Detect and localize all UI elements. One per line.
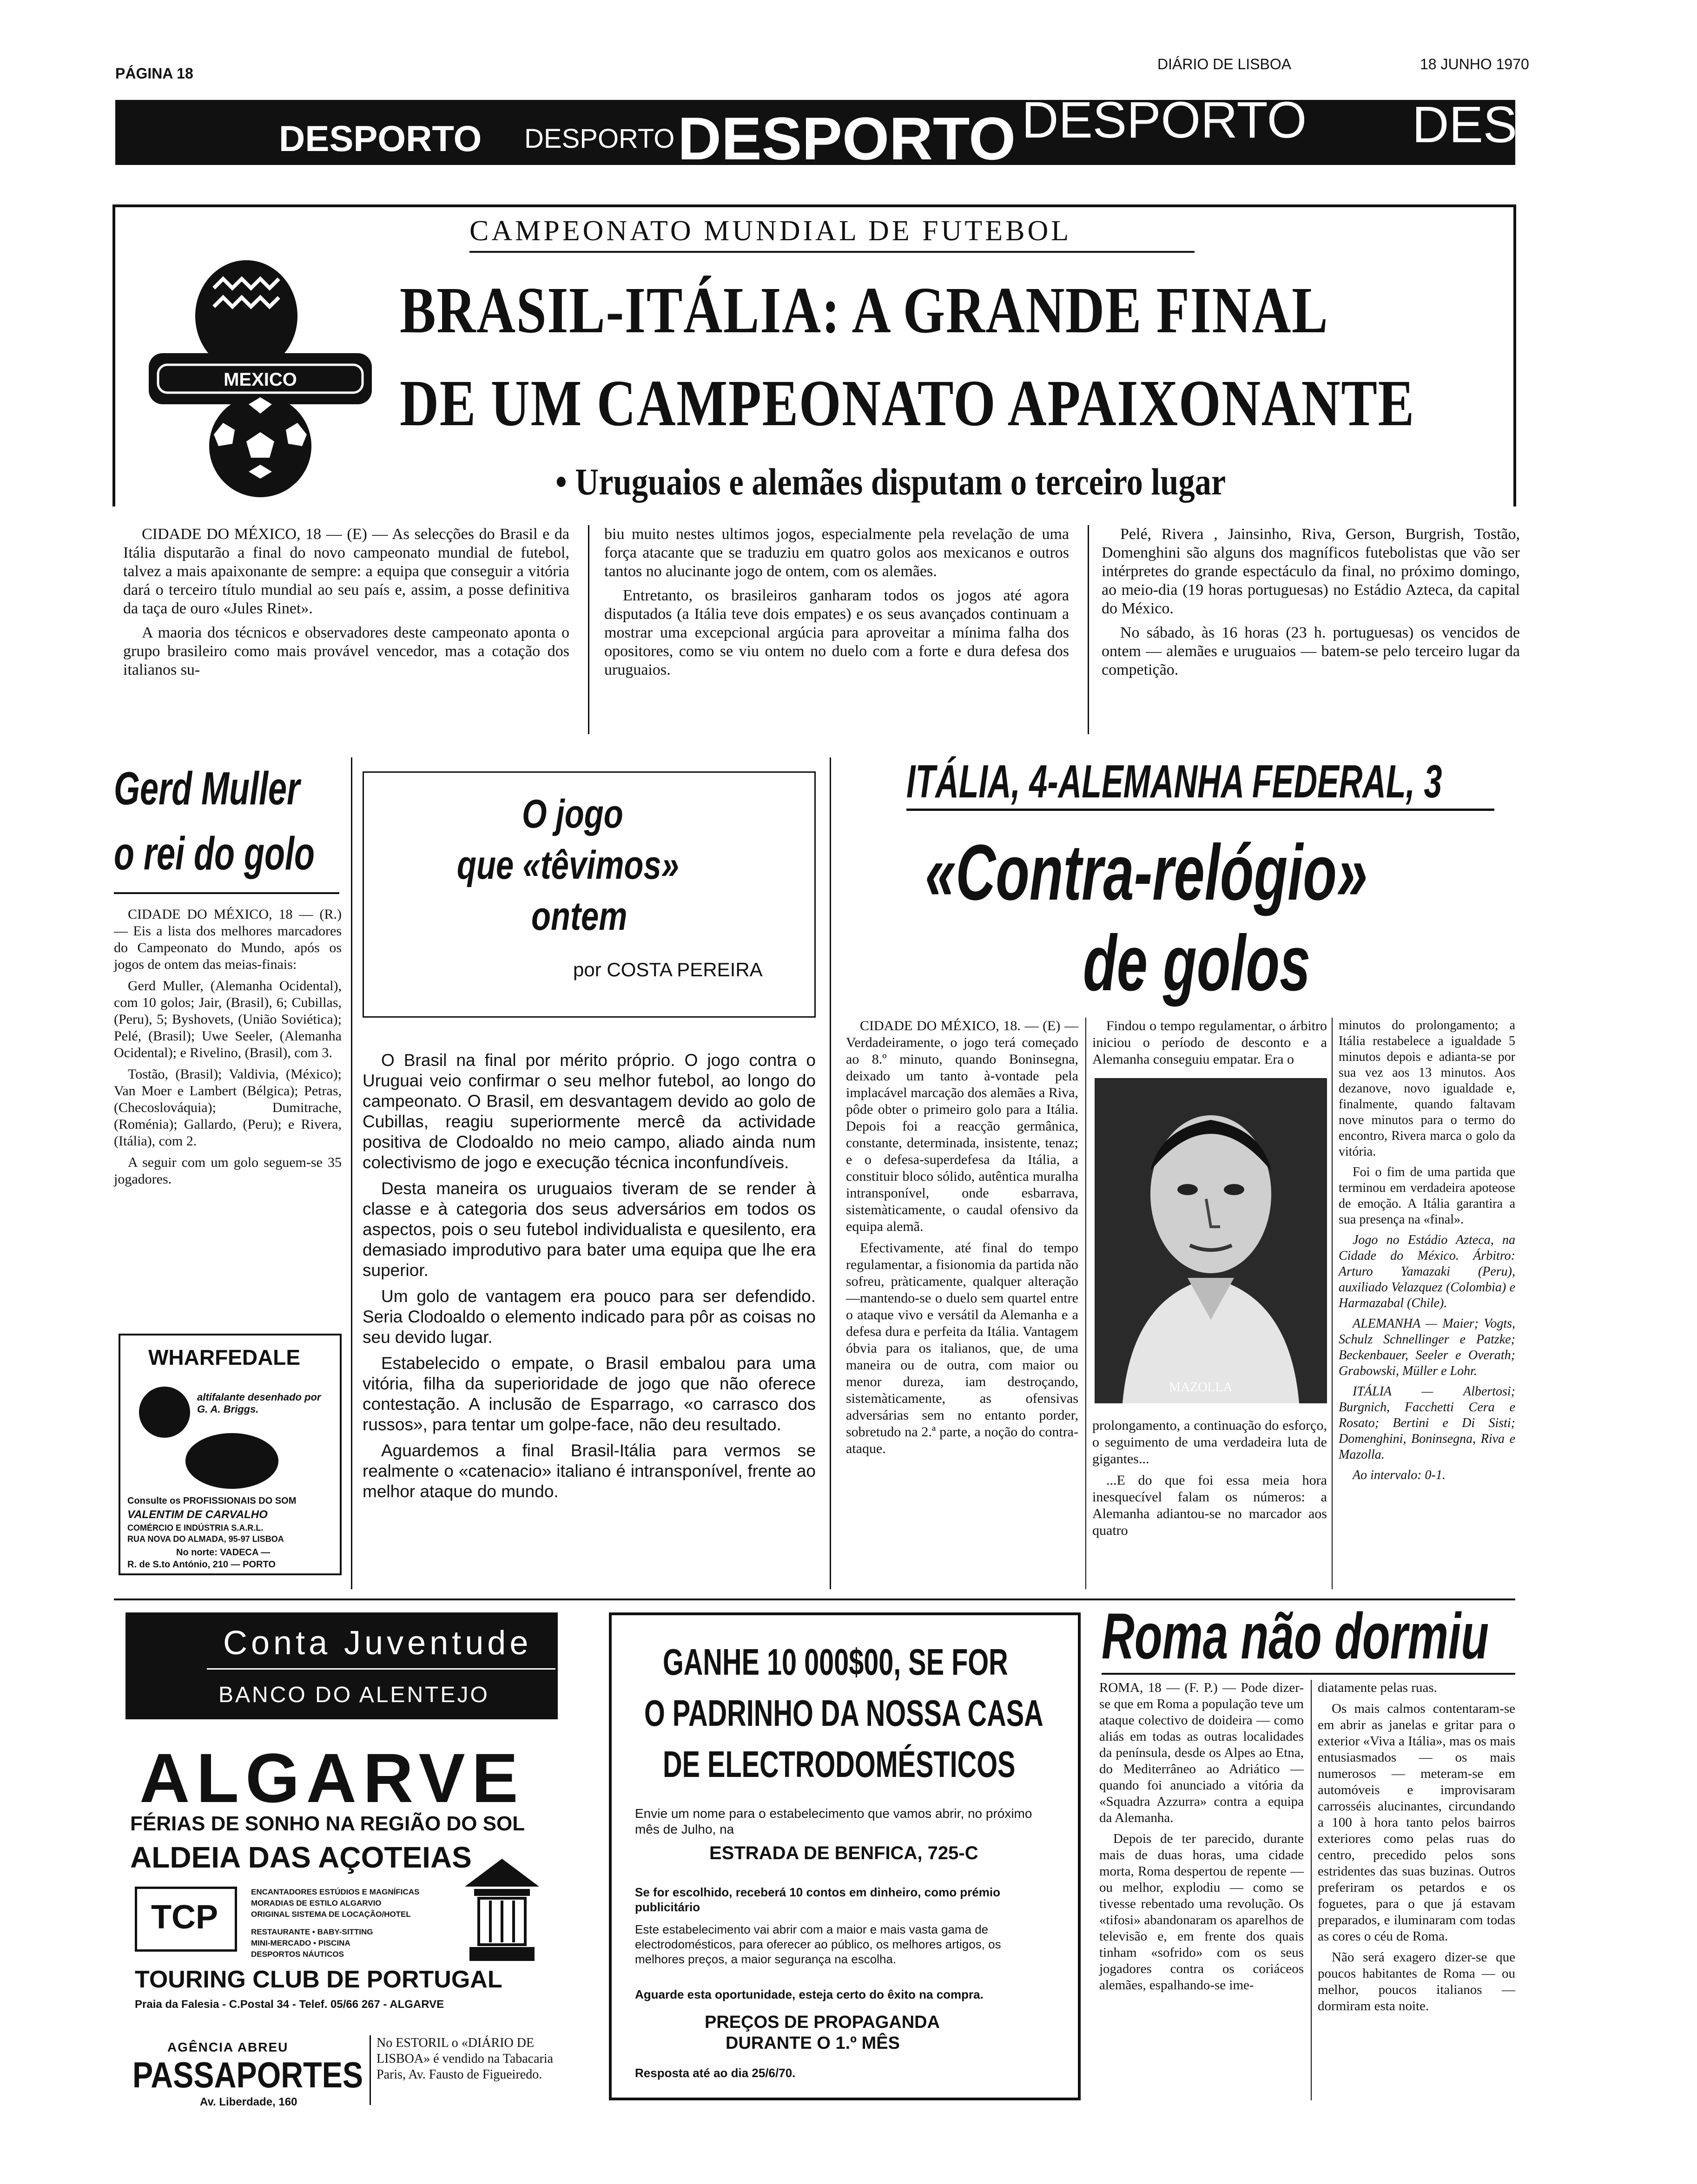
ganhe-title-1: GANHE 10 000$00, SE FOR: [663, 1641, 1008, 1683]
ganhe-title-3: DE ELECTRODOMÉSTICOS: [663, 1743, 1016, 1785]
feature-item: MINI-MERCADO • PISCINA: [251, 1939, 350, 1947]
roma-column-2: [1318, 1680, 1515, 2019]
page-number: PÁGINA 18: [115, 65, 193, 82]
wharfedale-speaker-icon: [139, 1387, 190, 1438]
jogo-title-2: que «têvimos»: [457, 843, 679, 888]
jogo-title-3: ontem: [531, 894, 627, 939]
wharfedale-line: COMÉRCIO E INDÚSTRIA S.A.R.L.: [127, 1523, 264, 1533]
issue-date: 18 JUNHO 1970: [1420, 56, 1529, 72]
col-divider: [1088, 525, 1089, 734]
italia-kicker-underline: [906, 809, 1494, 811]
muller-title-1: Gerd Muller: [114, 763, 300, 815]
paragraph: CIDADE DO MÉXICO, 18 — (E) — As selecções do Brasil e da Itália disputarão a final do novo campeonato mundial de futebol, talvez a mais apaixonante de sempre: a equipa que conseguir a vitória dará o terceiro título mundial ao seu país e, assim, a posse definitiva da taça de ouro «Jules Rinet».: [123, 526, 569, 617]
ganhe-para: Se for escolhido, receberá 10 contos em dinheiro, como prémio publicitário: [635, 1885, 1000, 1914]
jogo-divider-left: [351, 757, 352, 1589]
italia-column-3: [1339, 1018, 1515, 1488]
paragraph: Foi o fim de uma partida que terminou em verdadeira apoteose de emoção. A Itália garantira a sua presença na «final».: [1339, 1165, 1515, 1227]
wharfedale-brand: WHARFEDALE: [148, 1345, 301, 1369]
kicker-underline: [469, 251, 1195, 253]
paragraph: Aguardemos a final Brasil-Itália para vermos se realmente o «catenacio» italiano é intransponível, frente ao melhor ataque do mundo.: [363, 1441, 816, 1501]
paragraph: Depois de ter parecido, durante mais de duas horas, uma cidade morta, Roma despertou de repente — ou melhor, explodiu — como se tivesse rebentado uma revolução. Os «tifosi» abandonaram os aparelhos de televisão e, em frente dos quais tinham «sofrido» com os seus jogadores contra os coriáceos alemães, espalhando-se ime-: [1099, 1831, 1304, 1993]
wharfedale-line: RUA NOVA DO ALMADA, 95-97 LISBOA: [127, 1534, 284, 1544]
wharfedale-ad: [119, 1334, 342, 1575]
banner-word: DESPORTO: [1412, 96, 1697, 153]
jogo-byline: por COSTA PEREIRA: [573, 959, 763, 980]
juventude-title: Conta Juventude: [223, 1625, 532, 1662]
paragraph: Não será exagero dizer-se que poucos habitantes de Roma — ou melhor, poucos italianos — dormiram esta noite.: [1318, 1950, 1515, 2013]
estoril-rule: [370, 2035, 371, 2105]
italia-column-1: [846, 1018, 1078, 1462]
logo-text: MEXICO: [224, 369, 297, 390]
ganhe-para: Envie um nome para o estabelecimento que vamos abrir, no próximo mês de Julho, na: [635, 1806, 1032, 1836]
lead-column-2: [604, 525, 1069, 685]
algarve-aldeia: ALDEIA DAS AÇOTEIAS: [130, 1841, 472, 1874]
lead-frame-top: [112, 204, 1516, 207]
muller-column: [114, 906, 342, 1192]
ganhe-ad: [609, 1612, 1081, 2100]
paragraph: CIDADE DO MÉXICO, 18. — (E) — Verdadeiramente, o jogo terá começado ao 8.º minuto, quando Boninsegna, deixado um tanto à-vontade pela implacável marcação dos alemães a Riva, pôde obter o primeiro golo para a Itália. Depois foi a reacção germânica, constante, determinada, insistente, tenaz; e o defesa-superdefesa da Itália, a constituir bloco sólido, autêntica muralha intransponível, onde esbarrava, sistemàticamente, o caudal ofensivo da equipa alemã.: [846, 1018, 1078, 1234]
touring-club: TOURING CLUB DE PORTUGAL: [135, 1966, 502, 1993]
paragraph: A maoria dos técnicos e observadores deste campeonato aponta o grupo brasileiro como mais provável vencedor, mas a cotação dos italianos su-: [123, 624, 569, 678]
paragraph: Desta maneira os uruguaios tiveram de se render à classe e à categoria dos seus adversários em todos os aspectos, pois o seu futebol individualista e quesilento, era demasiado improdutivo para bater uma equipa que lhe era superior.: [363, 1179, 816, 1280]
col-divider: [1085, 1018, 1086, 1589]
wharfedale-line: R. de S.to António, 210 — PORTO: [127, 1559, 276, 1570]
photo-caption: MAZOLLA: [1169, 1380, 1233, 1395]
paragraph: Estabelecido o empate, o Brasil embalou para uma vitória, filha da superioridade de jogo que não oferece contestação. A inclusão de Esparrago, «o carrasco dos russos», para tentar um golpe-face, não deu resultado.: [363, 1354, 816, 1434]
section-banner: [115, 92, 1697, 172]
jogo-column: [363, 1050, 816, 1507]
paragraph: minutos do prolongamento; a Itália restabelece a igualdade 5 minutos depois e adianta-se por sua vez aos 13 minutos. Aos dezanove, novo igualdade e, finalmente, quando faltavam nove minutos para o termo do encontro, Rivera marca o golo da vitória.: [1339, 1018, 1515, 1159]
paragraph: Pelé, Rivera , Jainsinho, Riva, Gerson, Burgrish, Tostão, Domenghini são alguns dos magníficos futebolistas que vão ser intérpretes do grande espectáculo da final, no próximo domingo, ao meio-dia (19 horas portuguesas) no Estádio Azteca, da capital do México.: [1102, 526, 1520, 617]
algarve-address: Praia da Falesia - C.Postal 34 - Telef. 05/66 267 - ALGARVE: [135, 1998, 444, 2011]
wharfedale-line: VALENTIM DE CARVALHO: [127, 1508, 268, 1521]
paragraph: CIDADE DO MÉXICO, 18 — (R.) — Eis a lista dos melhores marcadores do Campeonato do Mundo, após os jogos de ontem das meias-finais:: [114, 907, 342, 972]
muller-title-2: o rei do golo: [114, 828, 315, 880]
abreu-address: Av. Liberdade, 160: [200, 2096, 297, 2108]
paragraph: Jogo no Estádio Azteca, na Cidade do México. Árbitro: Arturo Yamazaki (Peru), auxiliado Velazquez (Colombia) e Harmazabal (Chile).: [1339, 1233, 1515, 1310]
paragraph: Entretanto, os brasileiros ganharam todos os jogos até agora disputados (a Itália teve dois empates) e os seus avançados continuam a mostrar uma excepcional argúcia para aproveitar a mínima falha dos opositores, como se viu ontem no duelo com a forte e dura defesa dos uruguaios.: [604, 587, 1069, 678]
juventude-bank: BANCO DO ALENTEJO: [218, 1683, 489, 1707]
paragraph: No sábado, às 16 horas (23 h. portuguesas) os vencidos de ontem — alemães e uruguaios — batem-se pelo terceiro lugar da competição.: [1102, 624, 1520, 678]
roma-title: Roma não dormiu: [1102, 1599, 1489, 1672]
col-divider: [588, 525, 589, 734]
lead-column-3: [1102, 525, 1520, 685]
lead-headline-1: BRASIL-ITÁLIA: A GRANDE FINAL: [400, 273, 1329, 347]
paragraph: ITÁLIA — Albertosi; Burgnich, Facchetti Cera e Rosato; Bertini e Di Sisti; Domenghini, Boninsegna, Riva e Mazolla.: [1339, 1384, 1515, 1462]
abreu-passaportes: PASSAPORTES: [132, 2054, 363, 2095]
speaker-graphic: [185, 1433, 278, 1489]
lead-headline-2: DE UM CAMPEONATO APAIXONANTE: [400, 366, 1415, 440]
algarve-title: ALGARVE: [139, 1739, 525, 1817]
paragraph: Gerd Muller, (Alemanha Ocidental), com 10 golos; Jair, (Brasil), 6; Cubillas, (Peru), 5; Byshovets, (União Soviética); Pelé, (Brasil); Uwe Seeler, (Alemanha Ocidental); e Rivelino, (Brasil), com 3.: [114, 978, 342, 1060]
paragraph: Efectivamente, até final do tempo regulamentar, a fisionomia da partida não sofreu, pràticamente, qualquer alteração—mantendo-se o duelo sem quartel entre o ataque vivo e versátil da Alemanha e a defesa dura e perfeita da Itália. Vantagem óbvia para os italianos, que, de uma maneira ou de outra, com maior ou menor dureza, iam destroçando, sistemàticamente, as ofensivas adversárias sem no entanto porder, sobretudo na 2.ª parte, a noção do contra-ataque.: [846, 1240, 1078, 1456]
paragraph: biu muito nestes ultimos jogos, especialmente pela revelação de uma força atacante que se traduziu em quatro golos aos mexicanos e outros tantos no alucinante jogo de ontem, com os alemães.: [604, 526, 1069, 580]
newspaper-name: DIÁRIO DE LISBOA: [1157, 56, 1292, 72]
jogo-title-1: O jogo: [522, 792, 623, 836]
paragraph: O Brasil na final por mérito próprio. O jogo contra o Uruguai veio confirmar o seu melhor futebol, ao longo do campeonato. O Brasil, em desvantagem devido ao golo de Cubillas, reagiu superiormente mercê da actividade positiva de Clodoaldo no meio campo, aliado ainda num colectivismo de jogo e execução técnica inconfundíveis.: [363, 1051, 816, 1172]
abreu-agency: AGÊNCIA ABREU: [167, 2040, 289, 2054]
paragraph: Ao intervalo: 0-1.: [1353, 1468, 1446, 1482]
italia-title-1: «Contra-relógio»: [925, 829, 1368, 917]
feature-item: ORIGINAL SISTEMA DE LOCAÇÃO/HOTEL: [251, 1910, 411, 1919]
paragraph: diatamente pelas ruas.: [1318, 1680, 1437, 1695]
ganhe-para: Este estabelecimento vai abrir com a maior e mais vasta gama de electrodomésticos, para oferecer ao público, os melhores artigos, os melhores preços, a maior segurança na escolha.: [635, 1922, 1001, 1966]
paragraph: ROMA, 18 — (F. P.) — Pode dizer-se que em Roma a população teve um ataque colectivo de doideira — como aliás em todas as outras localidades da península, desde os Alpes ao Etna, do Mediterrâneo ao Adriático — quando foi anunciado a vitória da «Squadra Azzurra» contra a equipa da Alemanha.: [1099, 1680, 1304, 1825]
italia-kicker: ITÁLIA, 4-ALEMANHA FEDERAL, 3: [906, 756, 1442, 808]
tcp-text: TCP: [151, 1899, 218, 1936]
ganhe-title-2: O PADRINHO DA NOSSA CASA: [644, 1692, 1043, 1734]
ganhe-deadline: Resposta até ao dia 25/6/70.: [635, 2066, 796, 2080]
lead-subhead: • Uruguaios e alemães disputam o terceiro lugar: [555, 460, 1226, 503]
roma-column-1: [1099, 1680, 1304, 1998]
paragraph: A seguir com um golo seguem-se 35 jogadores.: [114, 1155, 342, 1187]
algarve-features: [251, 1887, 446, 1960]
banner-word: DESPORTO: [1022, 92, 1307, 149]
juventude-rule: [207, 1668, 555, 1670]
ganhe-prices: PREÇOS DE PROPAGANDA: [705, 2013, 940, 2032]
jogo-title-box: [363, 771, 816, 1018]
paragraph: prolongamento, a continuação do esforço, o seguimento de uma verdadeira luta de gigantes...: [1092, 1418, 1327, 1467]
estoril-notice: No ESTORIL o «DIÁRIO DE LISBOA» é vendido na Tabacaria Paris, Av. Fausto de Figueiredo.: [376, 2036, 554, 2082]
lead-frame-right: [1513, 204, 1516, 507]
algarve-subtitle: FÉRIAS DE SONHO NA REGIÃO DO SOL: [130, 1812, 525, 1835]
wharfedale-line: Consulte os PROFISSIONAIS DO SOM: [127, 1496, 297, 1506]
lead-column-1: [123, 525, 569, 685]
col-divider: [1332, 1018, 1333, 1589]
banner-word: DESPORTO: [524, 124, 675, 154]
col-divider: [1311, 1680, 1312, 2100]
paragraph: Findou o tempo regulamentar, o árbitro iniciou o período de desconto e a Alemanha conseguiu empatar. Era o: [1092, 1018, 1327, 1067]
italia-column-2a: [1092, 1018, 1327, 1072]
mazolla-photo: [1095, 1078, 1327, 1403]
roma-underline: [1102, 1673, 1515, 1675]
ganhe-para: Aguarde esta oportunidade, esteja certo do êxito na compra.: [635, 1987, 984, 2001]
lead-kicker: CAMPEONATO MUNDIAL DE FUTEBOL: [469, 215, 1072, 247]
juventude-ad: [125, 1612, 558, 1719]
paragraph: ...E do que foi essa meia hora inesquecível falam os números: a Alemanha adiantou-se no marcador aos quatro: [1092, 1473, 1327, 1538]
wharfedale-line: No norte: VADECA —: [176, 1547, 271, 1558]
paragraph: Um golo de vantagem era pouco para ser defendido. Seria Clodoaldo o elemento indicado para pôr as coisas no seu devido lugar.: [363, 1287, 816, 1347]
ganhe-address: ESTRADA DE BENFICA, 725-C: [709, 1843, 978, 1863]
mexico-logo: [149, 246, 372, 488]
paragraph: Tostão, (Brasil); Valdivia, (México); Van Moer e Lambert (Bélgica); Petras, (Checoslováquia); Dumitrache, (Roménia); Gallardo, (Peru); e Rivera, (Itália), com 2.: [114, 1066, 342, 1149]
italia-title-2: de golos: [1083, 919, 1311, 1007]
tcp-logo: [135, 1887, 237, 1952]
feature-item: DESPORTOS NÁUTICOS: [251, 1950, 344, 1959]
banner-word: DESPORTO: [678, 105, 1016, 172]
paragraph: ALEMANHA — Maier; Vogts, Schulz Schnellinger e Patzke; Beckenbauer, Seeler e Overath; Grabowski, Müller e Lohr.: [1339, 1316, 1515, 1378]
wharfedale-line: altifalante desenhado por G. A. Briggs.: [197, 1391, 321, 1415]
jogo-divider-right: [830, 757, 831, 1589]
banner-word: DESPORTO: [279, 118, 482, 159]
ganhe-month: DURANTE O 1.º MÊS: [726, 2033, 900, 2053]
italia-column-2b: [1092, 1417, 1327, 1544]
muller-divider: [114, 892, 339, 894]
lead-frame-left: [112, 204, 115, 507]
feature-item: RESTAURANTE • BABY-SITTING: [251, 1927, 373, 1936]
lantern-icon: [460, 1854, 544, 1966]
feature-item: ENCANTADORES ESTÚDIOS E MAGNÍFICAS MORADIAS DE ESTILO ALGARVIO: [251, 1888, 420, 1908]
paragraph: Os mais calmos contentaram-se em abrir as janelas e gritar para o exterior «Viva a Itália», mas os mais entusiasmados — os mais numerosos — meteram-se em automóveis e improvisaram carrosséis alucinantes, circundando a 100 à hora tanto pelos bairros exteriores como pelas ruas do centro, precedido pelos sons estridentes das suas buzinas. Outros preferiram os petardos e os foguetes, para o que já estavam preparados, e iluminaram com todas as cores o céu de Roma.: [1318, 1701, 1515, 1944]
